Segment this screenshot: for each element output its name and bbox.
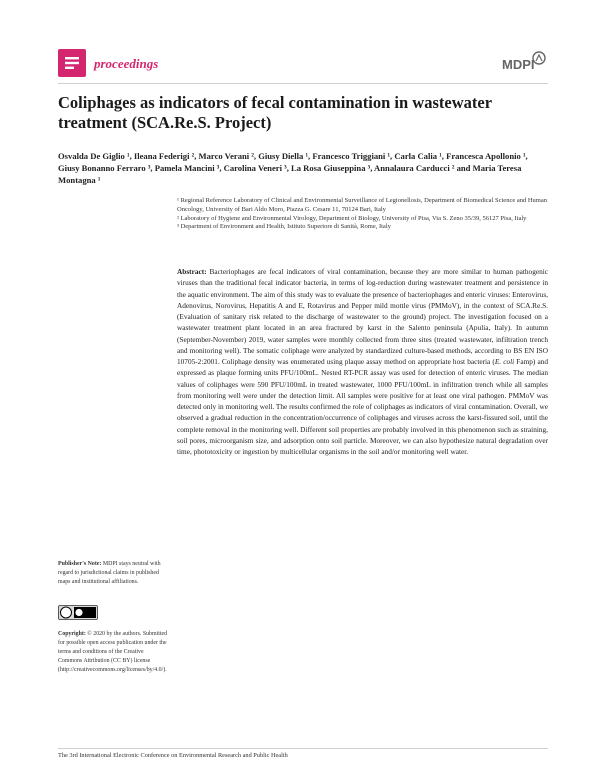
abstract-label: Abstract:: [177, 267, 207, 276]
footer-divider: [58, 748, 548, 749]
abstract: [177, 266, 548, 457]
copyright-notice: [58, 630, 168, 675]
paper-title: Coliphages as indicators of fecal contamination in wastewater treatment (SCA.Re.S. Project): [58, 93, 492, 132]
abstract-text-1: Bacteriophages are fecal indicators of viral contamination, because they are more similar to human pathogenic viruses than the traditional fecal indicator bacteria, in terms of log-reduction during wastewater treatment and persistence in the aquatic environment. The aim of this study was to evaluate the presence of bacteriophages and enteric viruses: Enterovirus, Adenovirus, Norovirus, Hepatitis A and E, Rotavirus and Pepper mild mottle virus (PMMoV), in the context of SCA.Re.S. (Evaluation of sanitary risk related to the discharge of wastewater to the ground) project. The investigation focused on a wastewater treatment plant located in an area fractured by karst in the Salento peninsula (Apulia, Italy). In autumn (September-November) 2019, water samples were monthly collected from three sites (treated wastewater, infiltration trench and monitoring well). The somatic coliphage were analyzed by standardized culture-based methods, according to BS EN ISO 10705-2:2001. Coliphage density was enumerated using plaque assay method on appropriate host bacteria (: [177, 267, 548, 366]
abstract-italic-species: E. coli: [494, 357, 515, 366]
affiliation-1: ¹ Regional Reference Laboratory of Clinical and Environmental Surveillance of Legionellosis, Department of Biomedical Science and Human Oncology, University of Bari Aldo Moro, Piazza G. Cesare 11, 70124 Bari, Italy: [177, 197, 547, 213]
journal-name: proceedings: [94, 56, 159, 71]
copyright-label: Copyright:: [58, 631, 86, 637]
copyright-text: © 2020 by the authors. Submitted for possible open access publication under the terms and conditions of the Creative Commons Attribution (CC BY) license (http://creativecommons.org/licenses/by/4.0/).: [58, 631, 168, 673]
footer-conference: The 3rd International Electronic Conference on Environmental Research and Public Health: [58, 752, 288, 759]
affiliations: [177, 197, 548, 232]
publisher-note-text: MDPI stays neutral with regard to jurisdictional claims in published maps and institutional affiliations.: [58, 561, 161, 585]
affiliation-3: ³ Department of Environment and Health, Istituto Superiore di Sanità, Rome, Italy: [177, 223, 391, 231]
author-list: Osvalda De Giglio ¹, Ileana Federigi ², Marco Verani ², Giusy Diella ¹, Francesco Triggiani ¹, Carla Calia ¹, Francesca Apollonio ¹, Giusy Bonanno Ferraro ³, Pamela Mancini ³, Carolina Veneri ³, La Rosa Giuseppina ³, Annalaura Carducci ² and Maria Teresa Montagna ¹: [58, 151, 528, 185]
publisher-name: MDPI: [502, 57, 535, 72]
header-divider: [58, 83, 548, 84]
proceedings-logo: [58, 49, 86, 77]
mdpi-logo: [500, 51, 546, 77]
journal-icon: [63, 54, 81, 72]
abstract-text-2: Famp) and expressed as plaque forming units PFU/100mL. Nested RT-PCR assay was used for detection of enteric viruses. The median values of coliphages were 590 PFU/100mL in treated wastewater, 1000 PFU/100mL in infiltration trench while all samples from monitoring well were under the detection limit. All samples were positive for at least one viral pathogen. PMMoV was detected only in monitoring well. The results confirmed the role of coliphages as indicators of viral contamination. Overall, we observed a gradual reduction in the concentration/occurrence of coliphages and viruses across the karst-fissured soil, until the complete removal in the monitoring well. Different soil properties are probably involved in this phenomenon such as straining, soil pores, microorganism size, and adsorption onto soil particle. Moreover, we can also hypothesize natural degradation over time, phototoxicity or ingestion by multicellular organisms in the soil and/or monitoring well water.: [177, 357, 548, 456]
cc-license-icon: [58, 605, 98, 620]
affiliation-2: ² Laboratory of Hygiene and Environmental Virology, Department of Biology, University of Pisa, Via S. Zeno 35/39, 56127 Pisa, Italy: [177, 214, 527, 222]
publisher-note: [58, 560, 168, 587]
cc-by-license-badge[interactable]: [58, 605, 98, 620]
publisher-note-label: Publisher's Note:: [58, 561, 102, 567]
